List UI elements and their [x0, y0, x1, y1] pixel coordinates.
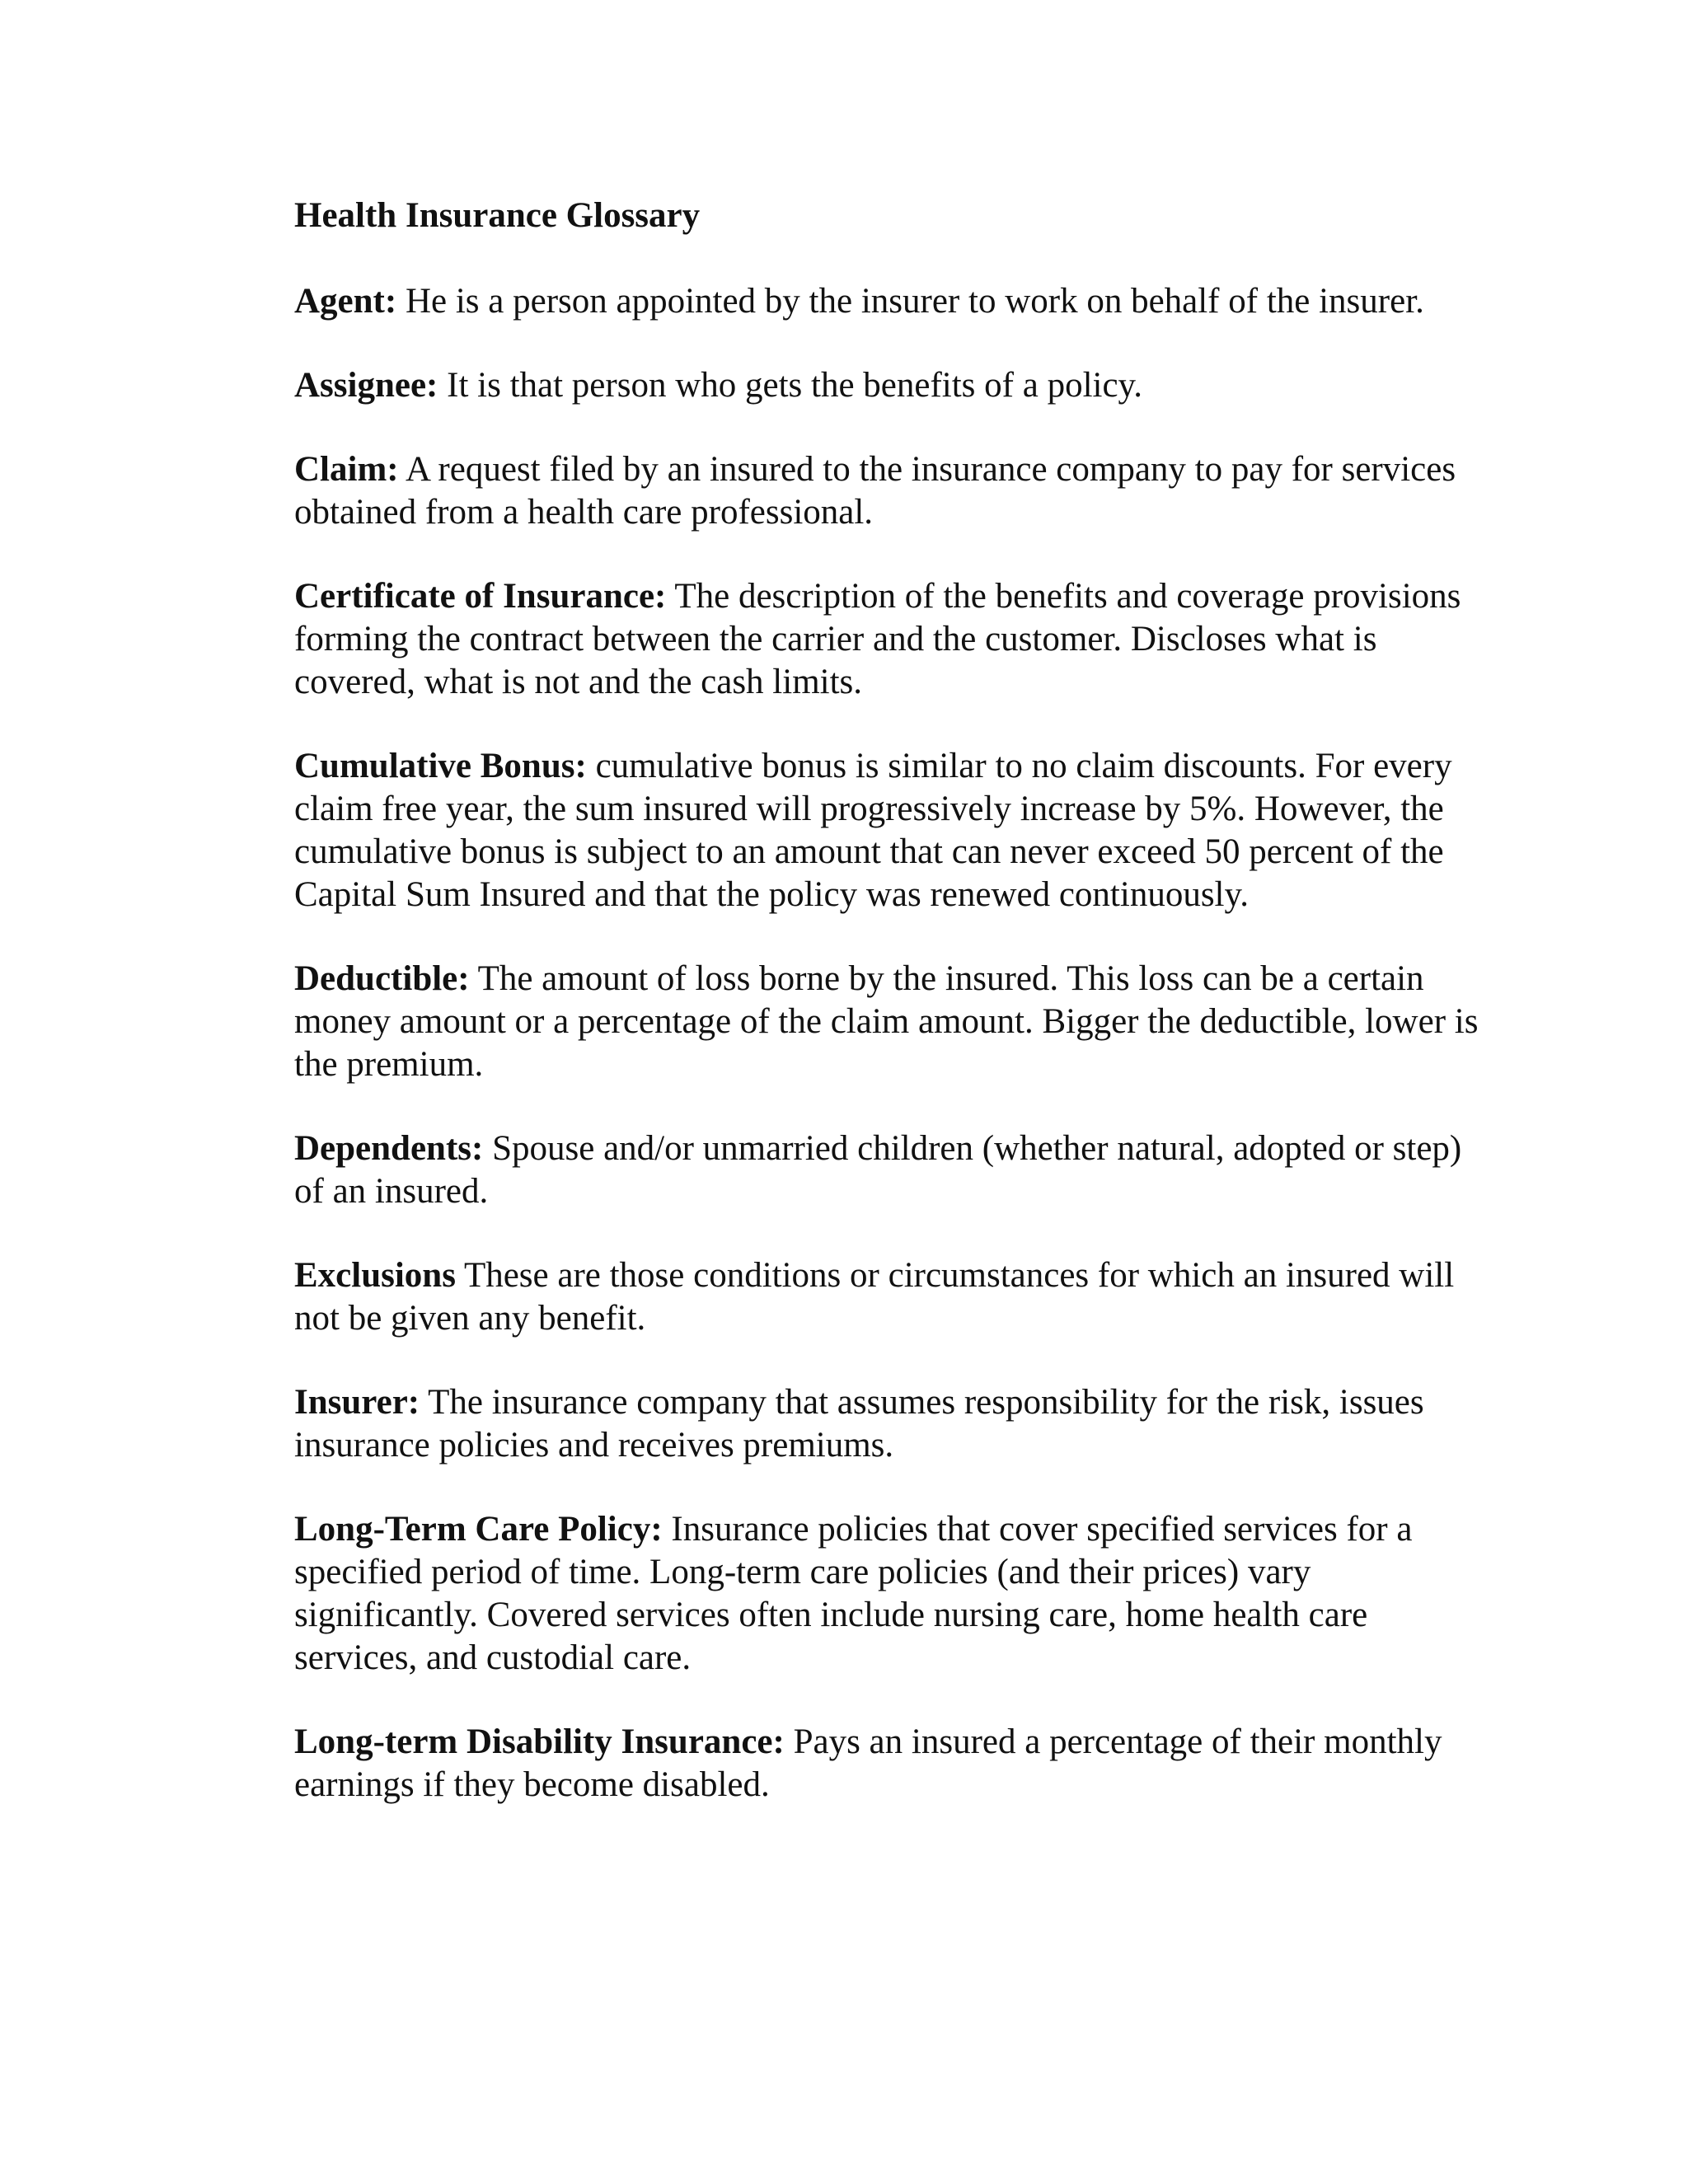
- glossary-entry-long-term-care-policy: [294, 1508, 1481, 1680]
- glossary-definition: A request filed by an insured to the insurance company to pay for services obtained from a health care professional.: [294, 450, 1456, 532]
- glossary-definition: He is a person appointed by the insurer to work on behalf of the insurer.: [405, 282, 1424, 321]
- document-body: [294, 194, 1481, 1848]
- glossary-definition: The amount of loss borne by the insured. This loss can be a certain money amount or a percentage of the claim amount. Bigger the deductible, lower is the premium.: [294, 959, 1479, 1084]
- glossary-entry-assignee: [294, 364, 1481, 407]
- glossary-entry-long-term-disability-insurance: [294, 1721, 1481, 1807]
- glossary-term: Exclusions: [294, 1256, 456, 1295]
- glossary-definition: cumulative bonus is similar to no claim discounts. For every claim free year, the sum insured will progressively increase by 5%. However, the cumulative bonus is subject to an amount that can never exceed 50 percent of the Capital Sum Insured and that the policy was renewed continuously.: [294, 747, 1452, 914]
- glossary-entry-cumulative-bonus: [294, 745, 1481, 916]
- glossary-term: Deductible:: [294, 959, 470, 998]
- glossary-definition: These are those conditions or circumstances for which an insured will not be given any benefit.: [294, 1256, 1455, 1338]
- glossary-entry-insurer: [294, 1381, 1481, 1467]
- glossary-term: Certificate of Insurance:: [294, 577, 667, 616]
- glossary-entry-claim: [294, 448, 1481, 534]
- glossary-entry-dependents: [294, 1127, 1481, 1213]
- glossary-entry-exclusions: [294, 1254, 1481, 1340]
- glossary-entry-agent: [294, 280, 1481, 323]
- glossary-term: Long-Term Care Policy:: [294, 1510, 663, 1549]
- glossary-term: Dependents:: [294, 1129, 484, 1168]
- glossary-term: Assignee:: [294, 366, 438, 405]
- glossary-term: Claim:: [294, 450, 399, 489]
- glossary-term: Long-term Disability Insurance:: [294, 1722, 785, 1761]
- glossary-definition: The description of the benefits and coverage provisions forming the contract between the carrier and the customer. Discloses what is covered, what is not and the cash limits.: [294, 577, 1461, 701]
- glossary-definition: It is that person who gets the benefits of a policy.: [447, 366, 1142, 405]
- glossary-term: Cumulative Bonus:: [294, 747, 587, 785]
- glossary-definition: Spouse and/or unmarried children (whether natural, adopted or step) of an insured.: [294, 1129, 1462, 1211]
- glossary-definition: Pays an insured a percentage of their monthly earnings if they become disabled.: [294, 1722, 1442, 1804]
- document-title: Health Insurance Glossary: [294, 196, 701, 235]
- glossary-entry-certificate-of-insurance: [294, 575, 1481, 704]
- glossary-definition: Insurance policies that cover specified services for a specified period of time. Long-term care policies (and their prices) vary significantly. Covered services often include nursing care, home health care services, and custodial care.: [294, 1510, 1413, 1677]
- glossary-entry-deductible: [294, 958, 1481, 1086]
- glossary-term: Agent:: [294, 282, 397, 321]
- glossary-definition: The insurance company that assumes responsibility for the risk, issues insurance policies and receives premiums.: [294, 1383, 1424, 1465]
- glossary-term: Insurer:: [294, 1383, 420, 1422]
